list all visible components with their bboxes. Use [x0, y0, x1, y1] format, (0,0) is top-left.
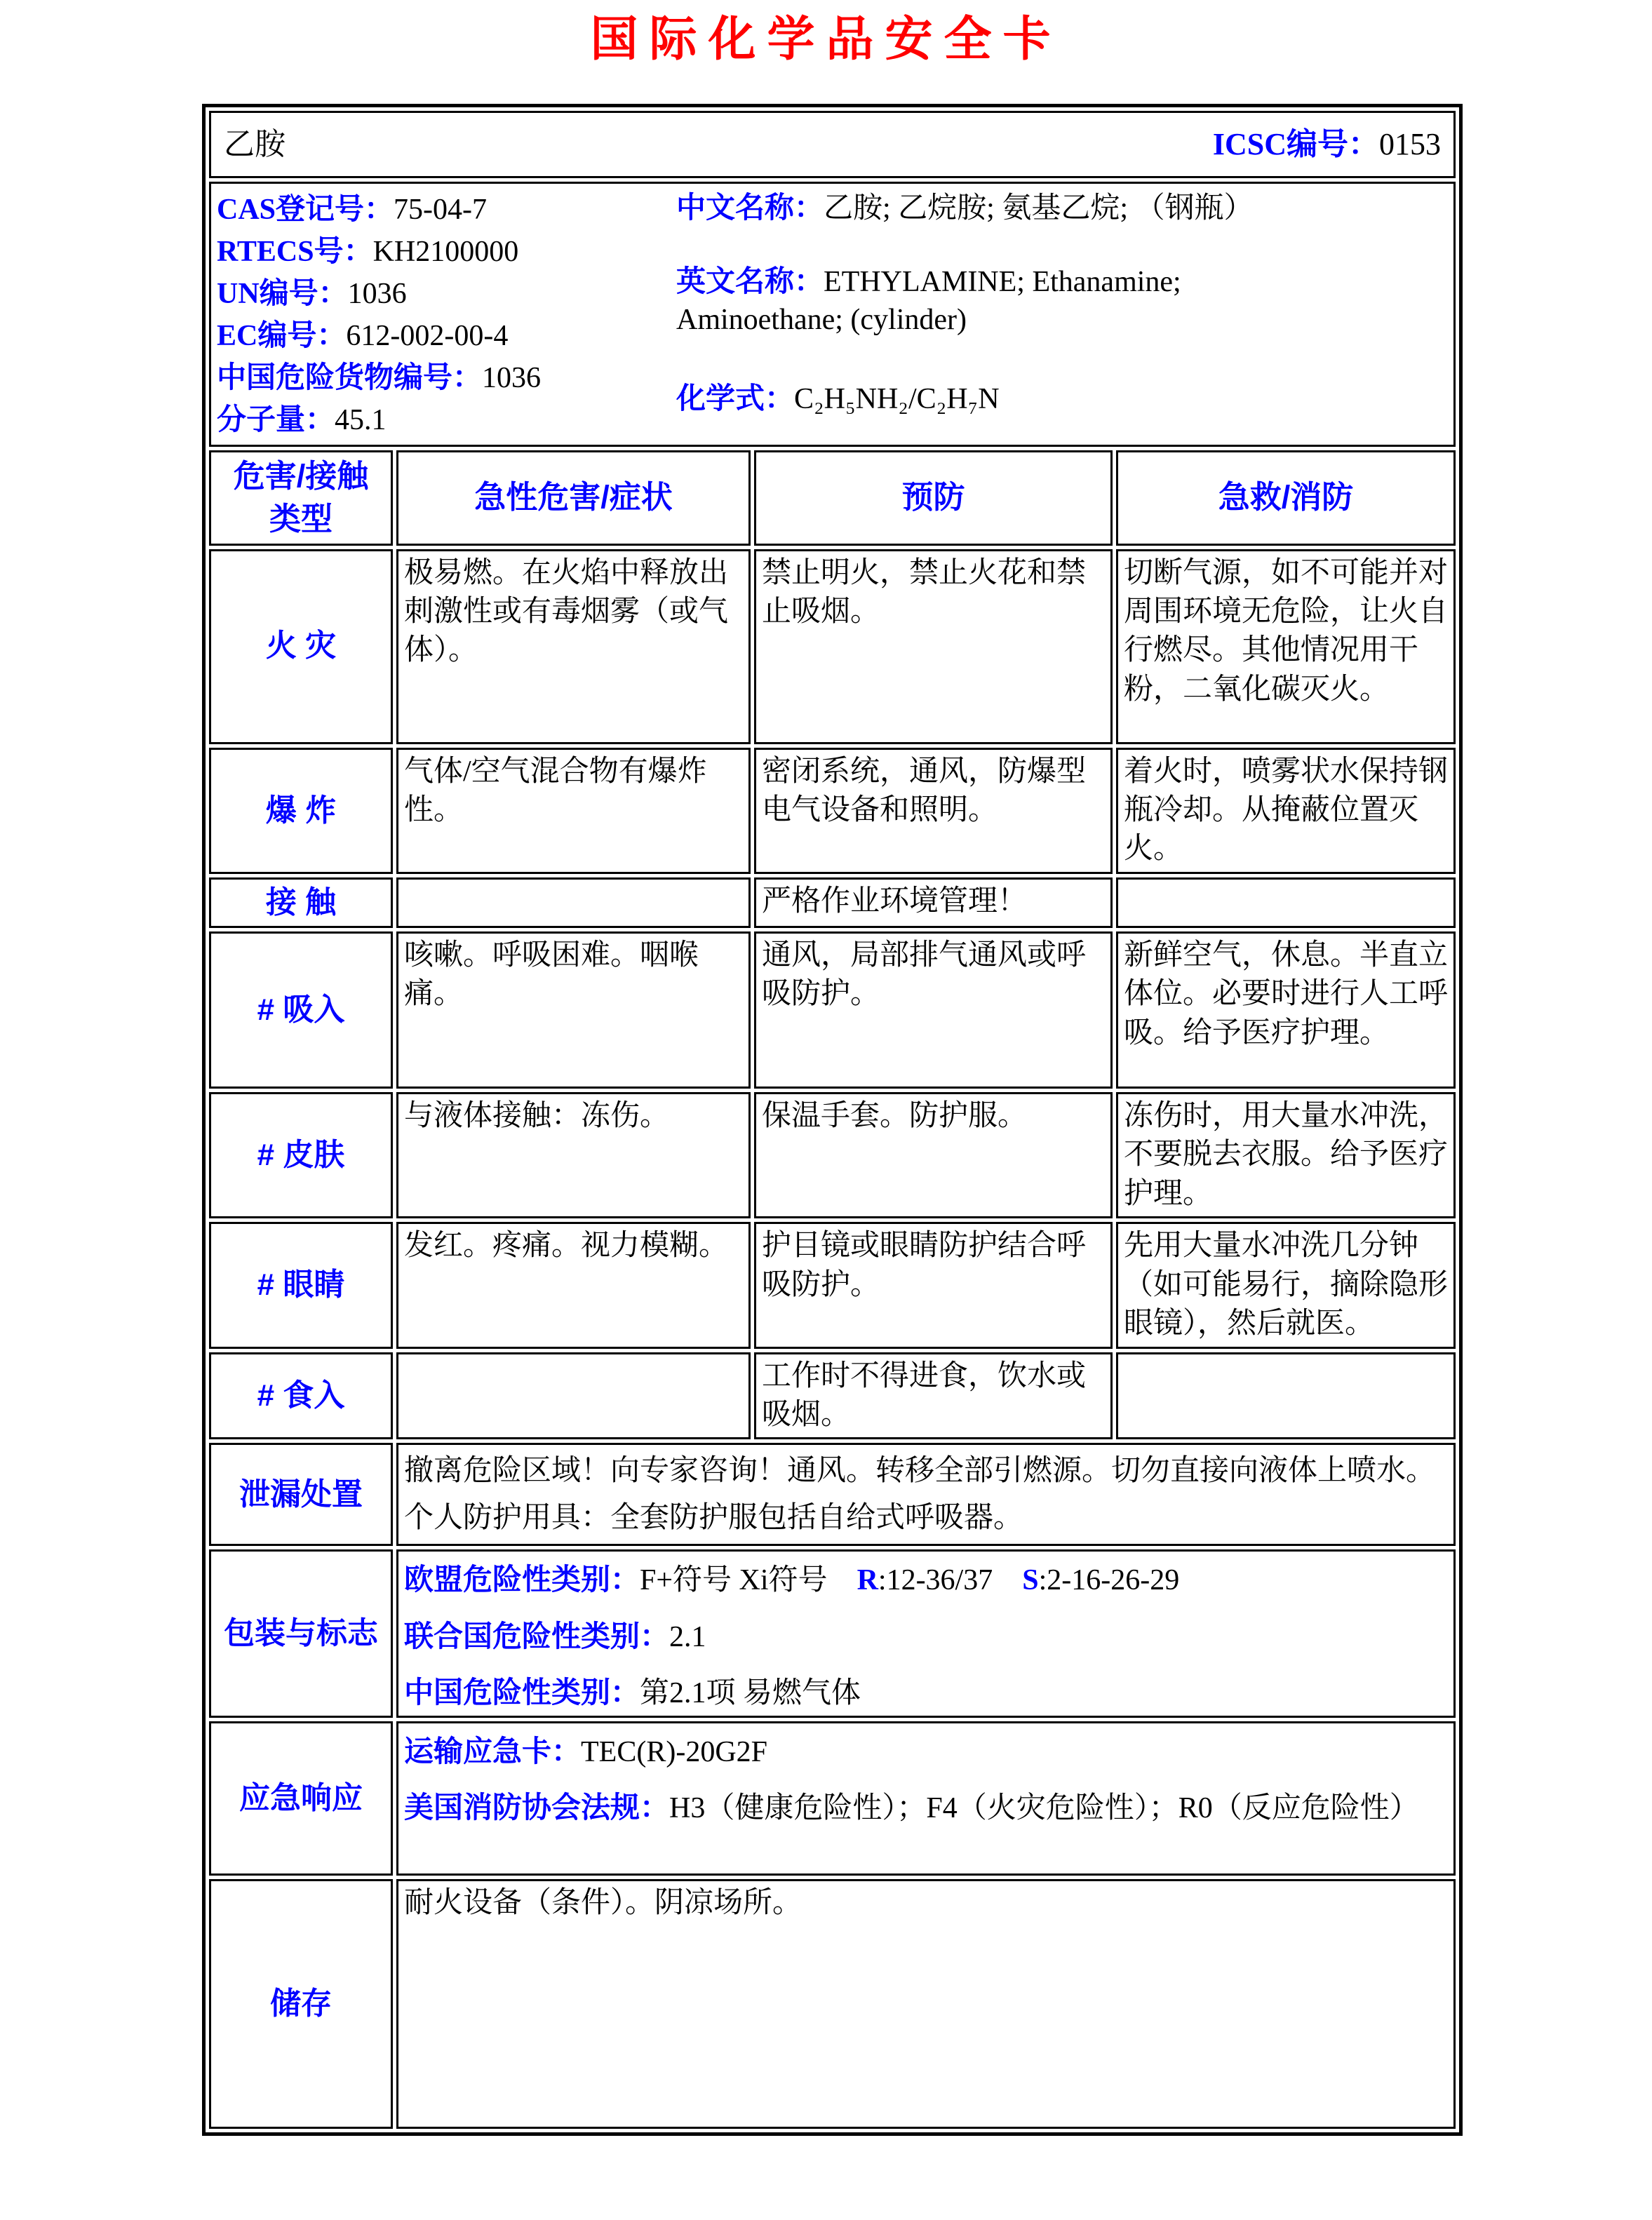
row-label-eyes: # 眼睛	[209, 1222, 393, 1348]
fire-prevention: 禁止明火，禁止火花和禁止吸烟。	[754, 549, 1113, 744]
inhalation-prevention: 通风，局部排气通风或呼吸防护。	[754, 931, 1113, 1089]
text-segment: 第2.1项 易燃气体	[640, 1677, 861, 1710]
explosion-response: 着火时，喷雾状水保持钢瓶冷却。从掩蔽位置灭火。	[1116, 748, 1456, 874]
explosion-symptoms: 气体/空气混合物有爆炸性。	[396, 748, 751, 874]
section-row-packaging	[209, 1549, 1456, 1718]
hazard-row-explosion	[209, 748, 1456, 874]
section-label-emergency: 应急响应	[209, 1721, 393, 1876]
eyes-symptoms: 发红。疼痛。视力模糊。	[396, 1222, 751, 1348]
molecular-weight: 分子量： 45.1	[217, 404, 387, 437]
hazard-row-eyes	[209, 1222, 1456, 1348]
section-label-storage: 储存	[209, 1879, 393, 2129]
hazard-header-row	[209, 450, 1456, 546]
header-first-aid: 急救/消防	[1116, 450, 1456, 546]
inhalation-response: 新鲜空气，休息。半直立体位。必要时进行人工呼吸。给予医疗护理。	[1116, 931, 1456, 1089]
row-label-contact: 接 触	[209, 877, 393, 928]
text-segment: 中国危险性类别：	[404, 1677, 640, 1710]
text-segment: 联合国危险性类别：	[404, 1620, 670, 1653]
section-label-spill: 泄漏处置	[209, 1443, 393, 1546]
hazard-row-ingestion	[209, 1352, 1456, 1440]
row-label-skin: # 皮肤	[209, 1092, 393, 1218]
text-segment: :12-36/37	[878, 1564, 993, 1597]
text-segment: H3（健康危险性）；F4（火灾危险性）；R0（反应危险性）	[669, 1792, 1419, 1825]
hazard-row-inhalation	[209, 931, 1456, 1089]
contact-prevention: 严格作业环境管理！	[754, 877, 1113, 928]
row-label-inhalation: # 吸入	[209, 931, 393, 1089]
packaging-content	[396, 1549, 1456, 1718]
name-list	[676, 189, 1448, 442]
un-number: UN编号： 1036	[217, 278, 407, 311]
section-row-storage	[209, 1879, 1456, 2129]
text-segment: TEC(R)-20G2F	[581, 1735, 768, 1768]
section-row-spill	[209, 1443, 1456, 1546]
fire-symptoms: 极易燃。在火焰中释放出刺激性或有毒烟雾（或气体）。	[396, 549, 751, 744]
icsc-number-value: 0153	[1379, 126, 1441, 161]
ec-number: EC编号： 612-002-00-4	[217, 320, 509, 353]
identifiers-row	[209, 182, 1456, 447]
ingestion-response	[1116, 1352, 1456, 1440]
fire-response: 切断气源，如不可能并对周围环境无危险，让火自行燃尽。其他情况用干粉，二氧化碳灭火。	[1116, 549, 1456, 744]
text-segment: 2.1	[669, 1620, 706, 1653]
eyes-prevention: 护目镜或眼睛防护结合呼吸防护。	[754, 1222, 1113, 1348]
text-segment: F+符号 Xi符号	[640, 1564, 828, 1597]
hazard-row-fire	[209, 549, 1456, 744]
substance-name: 乙胺	[224, 126, 286, 161]
emergency-content	[396, 1721, 1456, 1876]
inhalation-symptoms: 咳嗽。呼吸困难。咽喉痛。	[396, 931, 751, 1089]
text-segment: S	[1022, 1564, 1039, 1597]
skin-response: 冻伤时，用大量水冲洗，不要脱去衣服。给予医疗护理。	[1116, 1092, 1456, 1218]
cas-number: CAS登记号： 75-04-7	[217, 194, 488, 227]
header-prevention: 预防	[754, 450, 1113, 546]
section-line	[404, 1733, 1448, 1772]
skin-symptoms: 与液体接触：冻伤。	[396, 1092, 751, 1218]
ingestion-prevention: 工作时不得进食，饮水或吸烟。	[754, 1352, 1113, 1440]
section-line	[404, 1618, 1448, 1657]
hazard-row-skin	[209, 1092, 1456, 1218]
section-line	[404, 1789, 1448, 1828]
contact-symptoms	[396, 877, 751, 928]
header-acute-symptoms: 急性危害/症状	[396, 450, 751, 546]
rtecs-number: RTECS号： KH2100000	[217, 236, 519, 269]
hazard-row-contact	[209, 877, 1456, 928]
substance-header-cell	[209, 111, 1456, 178]
identifier-list	[217, 189, 676, 442]
ingestion-symptoms	[396, 1352, 751, 1440]
substance-header-row	[209, 111, 1456, 178]
text-segment: R	[857, 1564, 878, 1597]
icsc-number-label: ICSC编号：	[1212, 126, 1379, 161]
identifiers-cell	[209, 182, 1456, 447]
header-hazard-type: 危害/接触 类型	[209, 450, 393, 546]
text-segment: 美国消防协会法规：	[404, 1792, 670, 1825]
english-name: 英文名称：ETHYLAMINE; Ethanamine; Aminoethane; (cylinder)	[676, 265, 1181, 337]
china-dg-number: 中国危险货物编号： 1036	[217, 362, 542, 395]
section-line	[404, 1561, 1448, 1600]
explosion-prevention: 密闭系统，通风，防爆型电气设备和照明。	[754, 748, 1113, 874]
row-label-explosion: 爆 炸	[209, 748, 393, 874]
text-segment: 运输应急卡：	[404, 1735, 582, 1768]
section-label-packaging: 包装与标志	[209, 1549, 393, 1718]
contact-response	[1116, 877, 1456, 928]
chinese-name: 中文名称：乙胺; 乙烷胺; 氨基乙烷; （钢瓶）	[676, 192, 1254, 224]
row-label-ingestion: # 食入	[209, 1352, 393, 1440]
safety-card-table	[202, 104, 1463, 2136]
section-row-emergency	[209, 1721, 1456, 1876]
icsc-number	[1213, 124, 1441, 165]
storage-content: 耐火设备（条件）。阴凉场所。	[396, 1879, 1456, 2129]
chemical-formula: 化学式：C₂H₅NH₂/C₂H₇N	[676, 382, 1000, 415]
text-segment: :2-16-26-29	[1038, 1564, 1180, 1597]
row-label-fire: 火 灾	[209, 549, 393, 744]
page-title: 国际化学品安全卡	[590, 13, 1062, 66]
section-line	[404, 1674, 1448, 1713]
spill-content: 撤离危险区域！向专家咨询！通风。转移全部引燃源。切勿直接向液体上喷水。个人防护用具：全套防护服包括自给式呼吸器。	[396, 1443, 1456, 1546]
skin-prevention: 保温手套。防护服。	[754, 1092, 1113, 1218]
eyes-response: 先用大量水冲洗几分钟（如可能易行，摘除隐形眼镜），然后就医。	[1116, 1222, 1456, 1348]
text-segment: 欧盟危险性类别：	[404, 1564, 640, 1597]
